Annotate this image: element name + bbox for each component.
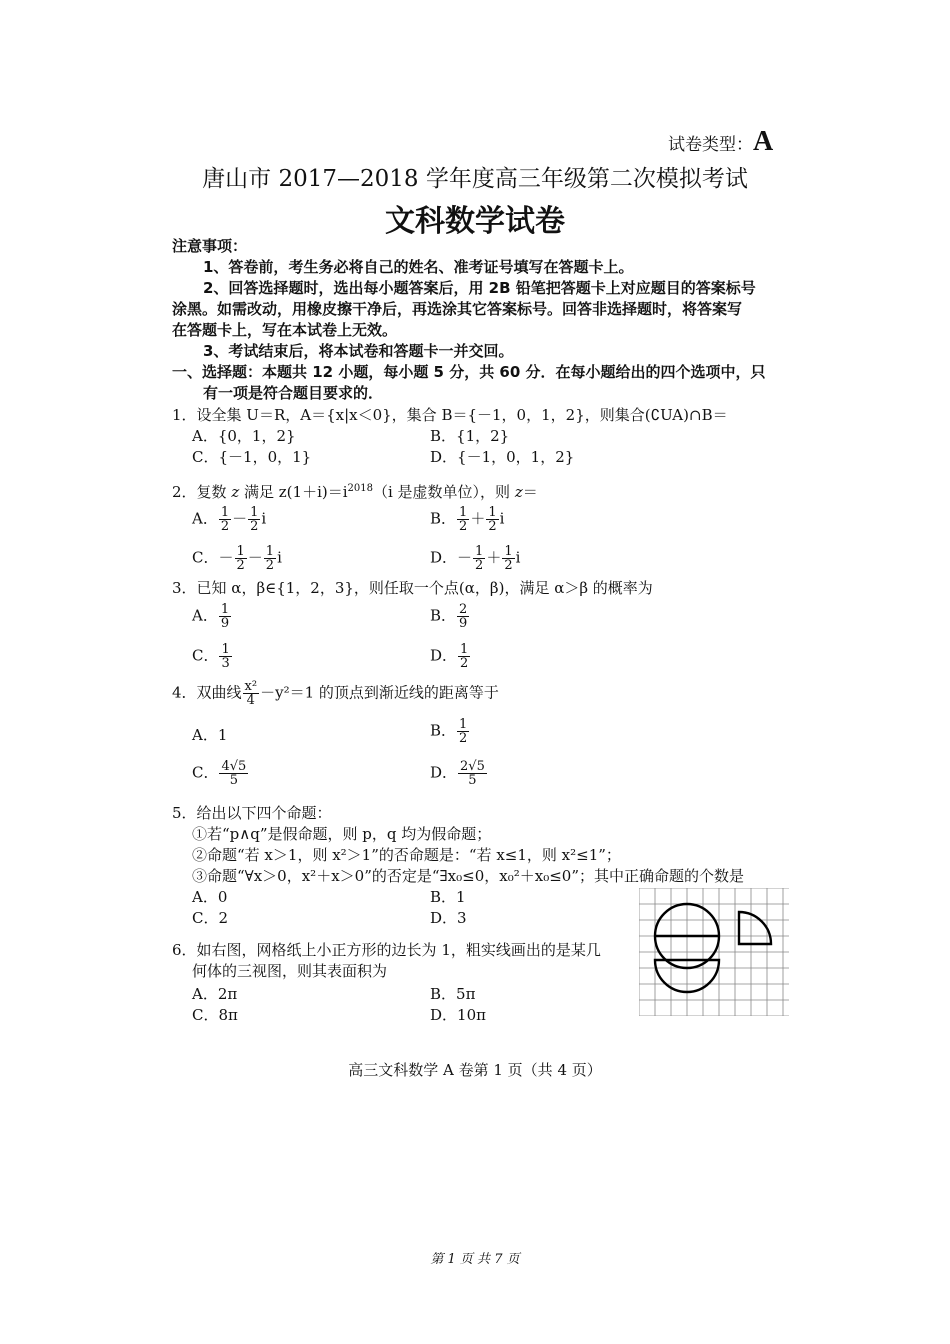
notice-item-2-line-2: 涂黑。如需改动，用橡皮擦干净后，再选涂其它答案标号。回答非选择题时，将答案写	[172, 300, 743, 318]
question-5-option-d: D．3	[430, 909, 467, 927]
notice-heading: 注意事项：	[172, 237, 248, 255]
notice-item-3: 3、考试结束后，将本试卷和答题卡一并交回。	[203, 342, 514, 360]
notice-item-2-line-3: 在答题卡上，写在本试卷上无效。	[172, 321, 398, 339]
question-5-proposition-3: ③命题“∀x＞0，x²＋x＞0”的否定是“∃x₀≤0，x₀²＋x₀≤0”；其中正确命题的个数是	[192, 867, 744, 885]
question-4-option-c: C． $\frac{4√5}{5}$	[192, 759, 247, 788]
question-1-option-b: B．{1，2}	[430, 427, 510, 445]
section-1-heading-line-2: 有一项是符合题目要求的．	[203, 384, 384, 402]
notice-item-2: 2、回答选择题时，选出每小题答案后，用 2B 铅笔把答题卡上对应题目的答案标号	[203, 279, 756, 297]
paper-type: 试卷类型：A	[668, 126, 774, 157]
question-1-stem: 1．设全集 U＝R，A＝{x|x＜0}，集合 B＝{－1，0，1，2}，则集合(∁UA)∩B＝	[172, 406, 728, 424]
question-4-option-b: B． $\frac{1}{2}$	[430, 717, 468, 746]
question-4-option-d: D． $\frac{2√5}{5}$	[430, 759, 485, 788]
document-page-counter: 第 1 页 共 7 页	[430, 1252, 520, 1267]
question-5-option-b: B．1	[430, 888, 466, 906]
question-6-stem: 6．如右图，网格纸上小正方形的边长为 1，粗实线画出的是某几	[172, 941, 601, 959]
question-2-option-d: D．－ $\frac{1}{2}$ ＋ $\frac{1}{2}$ i	[430, 544, 521, 573]
question-5-stem: 5．给出以下四个命题：	[172, 804, 332, 822]
question-2-option-c: C．－ $\frac{1}{2}$ － $\frac{1}{2}$ i	[192, 544, 282, 573]
question-3-stem: 3．已知 α，β∈{1，2，3}，则任取一个点(α，β)，满足 α＞β 的概率为	[172, 579, 653, 597]
question-4-option-a: A．1	[192, 726, 228, 744]
question-1-option-c: C．{－1，0，1}	[192, 448, 312, 466]
question-1-option-a: A．{0，1，2}	[192, 427, 296, 445]
question-1-option-d: D．{－1，0，1，2}	[430, 448, 575, 466]
question-3-option-d: D． $\frac{1}{2}$	[430, 642, 469, 671]
question-4-stem: 4．双曲线 $\frac{\text{x²}}{4}$ －y²＝1 的顶点到渐近线的距离等于	[172, 679, 499, 708]
question-6-option-b: B．5π	[430, 985, 476, 1003]
question-5-option-c: C．2	[192, 909, 229, 927]
notice-item-1: 1、答卷前，考生务必将自己的姓名、准考证号填写在答题卡上。	[203, 258, 634, 276]
question-2-stem: 2．复数 z 满足 $z(1+i)=i^{2018}(i$ 是虚数单位），则 z＝	[172, 483, 538, 501]
three-view-figure	[639, 888, 789, 1016]
question-6-stem-line-2: 何体的三视图，则其表面积为	[192, 962, 388, 980]
question-5-proposition-2: ②命题“若 x＞1，则 x²＞1”的否命题是：“若 x≤1，则 x²≤1”；	[192, 846, 621, 864]
question-6-option-a: A．2π	[192, 985, 238, 1003]
section-1-heading: 一、选择题：本题共 12 小题，每小题 5 分，共 60 分．在每小题给出的四个选项中，只	[172, 363, 766, 381]
page-footer: 高三文科数学 A 卷第 1 页（共 4 页）	[348, 1061, 602, 1079]
question-5-proposition-1: ①若“p∧q”是假命题，则 p，q 均为假命题；	[192, 825, 492, 843]
question-3-option-c: C． $\frac{1}{3}$	[192, 642, 230, 671]
question-3-option-a: A． $\frac{1}{9}$	[192, 602, 230, 631]
question-6-option-c: C．8π	[192, 1006, 238, 1024]
question-2-option-a: A． $\frac{1}{2}$ － $\frac{1}{2}$ i	[192, 505, 267, 534]
question-2-option-b: B． $\frac{1}{2}$ ＋ $\frac{1}{2}$ i	[430, 505, 505, 534]
subject-title: 文科数学试卷	[385, 204, 565, 239]
exam-title: 唐山市 2017—2018 学年度高三年级第二次模拟考试	[202, 166, 748, 192]
question-3-option-b: B． $\frac{2}{9}$	[430, 602, 468, 631]
side-view-quarter	[739, 912, 771, 944]
question-6-option-d: D．10π	[430, 1006, 486, 1024]
question-5-option-a: A．0	[192, 888, 228, 906]
